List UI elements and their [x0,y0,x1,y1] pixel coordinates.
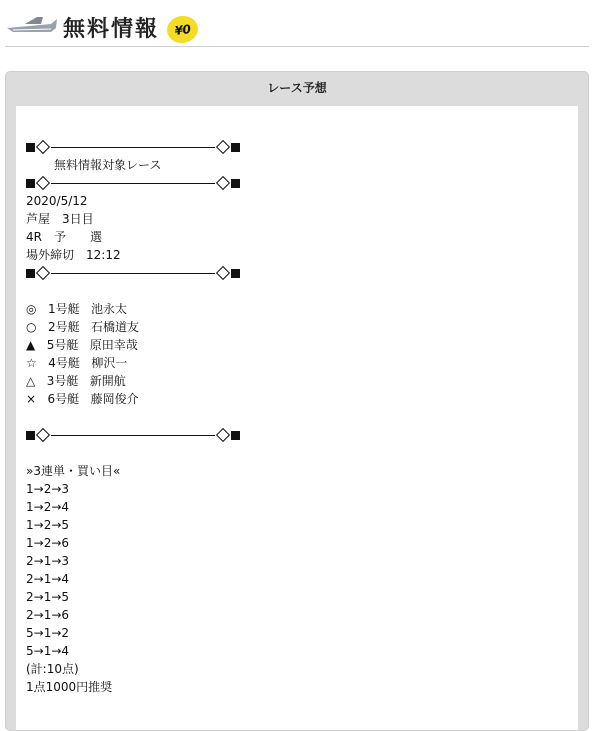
prediction-list [26,300,578,408]
page-title: 無料情報 [63,17,160,42]
race-name: 4R 予 選 [26,230,102,244]
prediction-item [26,354,578,372]
racer-name: 藤岡俊介 [90,392,139,406]
bet-heading: »3連単・買い目« [26,464,121,478]
boat-number: 3号艇 [46,374,79,388]
diamond-icon [216,140,230,154]
prediction-mark: ☆ [26,356,37,370]
bet-combo: 1→2→3 [26,482,70,496]
prediction-mark: ◎ [26,302,37,316]
racer-name: 池永太 [91,302,128,316]
separator-line [26,174,240,192]
prediction-mark: × [26,392,37,406]
page-header [5,0,589,47]
separator-line [26,264,240,282]
diamond-icon [216,428,230,442]
diamond-icon [36,428,50,442]
prediction-item [26,300,578,318]
bet-combo: 1→2→4 [26,500,70,514]
race-prediction-panel [5,71,589,731]
boat-number: 5号艇 [46,338,79,352]
racer-name: 柳沢一 [91,356,128,370]
prediction-mark: ○ [26,320,37,334]
bet-total: (計:10点) [26,662,79,676]
racer-name: 原田幸哉 [89,338,138,352]
race-venue-day: 芦屋 3日目 [26,212,94,226]
prediction-item [26,318,578,336]
bet-recommendation: 1点1000円推奨 [26,680,113,694]
prediction-item [26,336,578,354]
boat-number: 2号艇 [47,320,80,334]
bet-combo-list [26,480,578,660]
bet-combo: 5→1→4 [26,644,70,658]
panel-title: レース予想 [267,81,327,95]
panel-body [16,106,578,730]
racer-name: 石橋道友 [91,320,140,334]
bet-combo: 5→1→2 [26,626,70,640]
target-race-label: 無料情報対象レース [54,158,162,172]
bet-combo: 1→2→6 [26,536,70,550]
square-icon [26,143,35,152]
square-icon [231,143,240,152]
square-icon [231,431,240,440]
prediction-item [26,372,578,390]
boat-number: 4号艇 [48,356,80,370]
bet-combo: 2→1→5 [26,590,70,604]
race-date: 2020/5/12 [26,194,88,208]
race-deadline: 場外締切 12:12 [26,248,121,262]
square-icon [26,179,35,188]
diamond-icon [36,176,50,190]
bet-combo: 2→1→3 [26,554,70,568]
square-icon [26,269,35,278]
boat-number: 6号艇 [47,392,80,406]
bet-combo: 1→2→5 [26,518,70,532]
diamond-icon [216,266,230,280]
racer-name: 新開航 [89,374,126,388]
bet-combo: 2→1→6 [26,608,70,622]
free-yen-badge: ¥0 [165,14,199,45]
diamond-icon [36,140,50,154]
diamond-icon [36,266,50,280]
boat-number: 1号艇 [47,302,80,316]
square-icon [231,269,240,278]
bet-combo: 2→1→4 [26,572,70,586]
square-icon [231,179,240,188]
boat-icon [7,14,59,34]
square-icon [26,431,35,440]
diamond-icon [216,176,230,190]
prediction-item [26,390,578,408]
separator-line [26,138,240,156]
separator-line [26,426,240,444]
prediction-mark: △ [26,374,36,388]
prediction-mark: ▲ [26,338,36,352]
